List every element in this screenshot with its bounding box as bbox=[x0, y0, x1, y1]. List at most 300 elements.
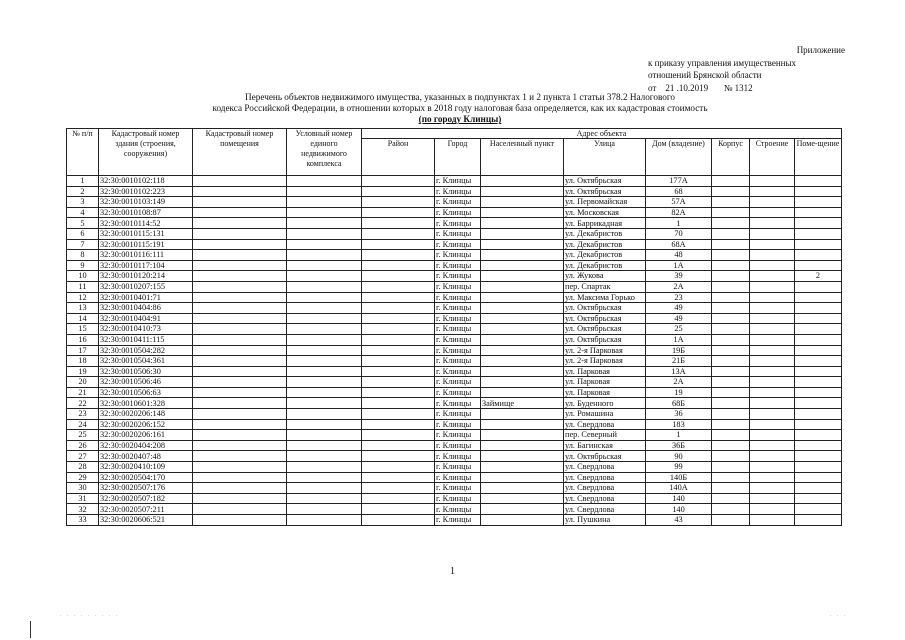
cad-building-cell: 32:30:0010115:131 bbox=[99, 228, 193, 239]
header-street: Улица bbox=[564, 139, 646, 176]
city-cell: г. Клинцы bbox=[435, 345, 481, 356]
cad-room-cell bbox=[193, 271, 287, 282]
row-number: 25 bbox=[67, 430, 99, 441]
building-cell bbox=[750, 281, 795, 292]
korpus-cell bbox=[712, 515, 750, 526]
table-row bbox=[67, 292, 842, 303]
cad-building-cell: 32:30:0010115:191 bbox=[99, 239, 193, 250]
house-cell: 68 bbox=[646, 186, 712, 197]
street-cell: ул. Октябрьская bbox=[564, 334, 646, 345]
korpus-cell bbox=[712, 218, 750, 229]
conditional-cell bbox=[287, 324, 362, 335]
table-row bbox=[67, 409, 842, 420]
room-cell bbox=[795, 334, 842, 345]
cad-room-cell bbox=[193, 197, 287, 208]
korpus-cell bbox=[712, 186, 750, 197]
table-row bbox=[67, 387, 842, 398]
room-cell bbox=[795, 207, 842, 218]
conditional-cell bbox=[287, 440, 362, 451]
room-cell bbox=[795, 515, 842, 526]
city-cell: г. Клинцы bbox=[435, 334, 481, 345]
room-cell bbox=[795, 493, 842, 504]
room-cell bbox=[795, 303, 842, 314]
house-cell: 68А bbox=[646, 239, 712, 250]
settlement-cell bbox=[481, 313, 564, 324]
street-cell: ул. 2-я Парковая bbox=[564, 345, 646, 356]
korpus-cell bbox=[712, 250, 750, 261]
district-cell bbox=[362, 345, 435, 356]
building-cell bbox=[750, 504, 795, 515]
cad-room-cell bbox=[193, 451, 287, 462]
building-cell bbox=[750, 440, 795, 451]
appendix-order-line: к приказу управления имущественных bbox=[648, 57, 797, 68]
house-cell: 1 bbox=[646, 218, 712, 229]
cad-building-cell: 32:30:0010504:282 bbox=[99, 345, 193, 356]
table-row bbox=[67, 176, 842, 187]
city-cell: г. Клинцы bbox=[435, 387, 481, 398]
conditional-cell bbox=[287, 239, 362, 250]
table-row bbox=[67, 515, 842, 526]
cad-building-cell: 32:30:0020206:152 bbox=[99, 419, 193, 430]
room-cell bbox=[795, 462, 842, 473]
conditional-cell bbox=[287, 451, 362, 462]
document-title bbox=[150, 92, 770, 126]
cad-room-cell bbox=[193, 515, 287, 526]
table-row bbox=[67, 483, 842, 494]
street-cell: ул. Октябрьская bbox=[564, 176, 646, 187]
conditional-cell bbox=[287, 377, 362, 388]
street-cell: ул. Парковая bbox=[564, 387, 646, 398]
street-cell: ул. Октябрьская bbox=[564, 186, 646, 197]
house-cell: 1 bbox=[646, 430, 712, 441]
street-cell: ул. Жукова bbox=[564, 271, 646, 282]
district-cell bbox=[362, 303, 435, 314]
cad-room-cell bbox=[193, 207, 287, 218]
cad-room-cell bbox=[193, 409, 287, 420]
cad-building-cell: 32:30:0010108:87 bbox=[99, 207, 193, 218]
conditional-cell bbox=[287, 218, 362, 229]
house-cell: 49 bbox=[646, 303, 712, 314]
house-cell: 13А bbox=[646, 366, 712, 377]
cad-building-cell: 32:30:0020507:176 bbox=[99, 483, 193, 494]
room-cell bbox=[795, 250, 842, 261]
table-row bbox=[67, 313, 842, 324]
appendix-title: Приложение bbox=[796, 45, 845, 55]
table-row bbox=[67, 345, 842, 356]
room-cell bbox=[795, 313, 842, 324]
settlement-cell bbox=[481, 440, 564, 451]
building-cell bbox=[750, 271, 795, 282]
district-cell bbox=[362, 483, 435, 494]
city-cell: г. Клинцы bbox=[435, 313, 481, 324]
building-cell bbox=[750, 377, 795, 388]
street-cell: ул. Буденного bbox=[564, 398, 646, 409]
building-cell bbox=[750, 356, 795, 367]
cad-building-cell: 32:30:0020410:109 bbox=[99, 462, 193, 473]
settlement-cell bbox=[481, 324, 564, 335]
city-cell: г. Клинцы bbox=[435, 176, 481, 187]
row-number: 17 bbox=[67, 345, 99, 356]
building-cell bbox=[750, 409, 795, 420]
table-row bbox=[67, 472, 842, 483]
cad-room-cell bbox=[193, 356, 287, 367]
cad-room-cell bbox=[193, 218, 287, 229]
settlement-cell bbox=[481, 493, 564, 504]
district-cell bbox=[362, 419, 435, 430]
conditional-cell bbox=[287, 366, 362, 377]
settlement-cell bbox=[481, 250, 564, 261]
table-row bbox=[67, 440, 842, 451]
cad-room-cell bbox=[193, 345, 287, 356]
table-row bbox=[67, 207, 842, 218]
cad-room-cell bbox=[193, 313, 287, 324]
settlement-cell bbox=[481, 377, 564, 388]
house-cell: 25 bbox=[646, 324, 712, 335]
title-line-3: (по городу Клинцы) bbox=[418, 114, 502, 125]
row-number: 28 bbox=[67, 462, 99, 473]
row-number: 1 bbox=[67, 176, 99, 187]
district-cell bbox=[362, 493, 435, 504]
district-cell bbox=[362, 356, 435, 367]
district-cell bbox=[362, 271, 435, 282]
city-cell: г. Клинцы bbox=[435, 356, 481, 367]
street-cell: ул. Декабристов bbox=[564, 239, 646, 250]
table-row bbox=[67, 260, 842, 271]
building-cell bbox=[750, 260, 795, 271]
appendix-department-line: отношений Брянской области bbox=[648, 70, 762, 80]
korpus-cell bbox=[712, 313, 750, 324]
cad-room-cell bbox=[193, 377, 287, 388]
conditional-cell bbox=[287, 207, 362, 218]
settlement-cell bbox=[481, 281, 564, 292]
header-settlement: Населенный пункт bbox=[481, 139, 564, 176]
house-cell: 36Б bbox=[646, 440, 712, 451]
table-row bbox=[67, 197, 842, 208]
settlement-cell bbox=[481, 334, 564, 345]
settlement-cell bbox=[481, 419, 564, 430]
house-cell: 21Б bbox=[646, 356, 712, 367]
district-cell bbox=[362, 239, 435, 250]
cad-room-cell bbox=[193, 493, 287, 504]
conditional-cell bbox=[287, 504, 362, 515]
korpus-cell bbox=[712, 430, 750, 441]
settlement-cell bbox=[481, 345, 564, 356]
street-cell: ул. Свердлова bbox=[564, 504, 646, 515]
row-number: 5 bbox=[67, 218, 99, 229]
korpus-cell bbox=[712, 387, 750, 398]
street-cell: ул. Парковая bbox=[564, 377, 646, 388]
cad-building-cell: 32:30:0020404:208 bbox=[99, 440, 193, 451]
street-cell: ул. Октябрьская bbox=[564, 303, 646, 314]
cad-room-cell bbox=[193, 387, 287, 398]
cad-room-cell bbox=[193, 430, 287, 441]
cad-building-cell: 32:30:0010601:328 bbox=[99, 398, 193, 409]
table-body bbox=[67, 176, 842, 526]
building-cell bbox=[750, 398, 795, 409]
house-cell: 177А bbox=[646, 176, 712, 187]
district-cell bbox=[362, 186, 435, 197]
header-korpus: Корпус bbox=[712, 139, 750, 176]
table-row bbox=[67, 366, 842, 377]
korpus-cell bbox=[712, 197, 750, 208]
room-cell bbox=[795, 176, 842, 187]
district-cell bbox=[362, 451, 435, 462]
table-row bbox=[67, 271, 842, 282]
building-cell bbox=[750, 218, 795, 229]
header-num: № п/п bbox=[67, 129, 99, 176]
street-cell: ул. Свердлова bbox=[564, 419, 646, 430]
cad-building-cell: 32:30:0010117:104 bbox=[99, 260, 193, 271]
cad-building-cell: 32:30:0020504:170 bbox=[99, 472, 193, 483]
conditional-cell bbox=[287, 228, 362, 239]
header-district: Район bbox=[362, 139, 435, 176]
settlement-cell bbox=[481, 176, 564, 187]
korpus-cell bbox=[712, 462, 750, 473]
header-city: Город bbox=[435, 139, 481, 176]
cad-room-cell bbox=[193, 281, 287, 292]
city-cell: г. Клинцы bbox=[435, 260, 481, 271]
room-cell bbox=[795, 483, 842, 494]
room-cell bbox=[795, 419, 842, 430]
korpus-cell bbox=[712, 303, 750, 314]
cad-building-cell: 32:30:0010506:63 bbox=[99, 387, 193, 398]
row-number: 3 bbox=[67, 197, 99, 208]
cad-building-cell: 32:30:0010506:46 bbox=[99, 377, 193, 388]
building-cell bbox=[750, 493, 795, 504]
header-address: Адрес объекта bbox=[362, 129, 842, 139]
city-cell: г. Клинцы bbox=[435, 451, 481, 462]
conditional-cell bbox=[287, 186, 362, 197]
row-number: 6 bbox=[67, 228, 99, 239]
header-house: Дом (владение) bbox=[646, 139, 712, 176]
city-cell: г. Клинцы bbox=[435, 186, 481, 197]
table-row bbox=[67, 228, 842, 239]
row-number: 20 bbox=[67, 377, 99, 388]
cad-room-cell bbox=[193, 504, 287, 515]
settlement-cell bbox=[481, 387, 564, 398]
building-cell bbox=[750, 419, 795, 430]
order-number: 1312 bbox=[734, 82, 753, 93]
conditional-cell bbox=[287, 472, 362, 483]
district-cell bbox=[362, 366, 435, 377]
settlement-cell bbox=[481, 366, 564, 377]
conditional-cell bbox=[287, 303, 362, 314]
city-cell: г. Клинцы bbox=[435, 515, 481, 526]
house-cell: 2А bbox=[646, 281, 712, 292]
cad-building-cell: 32:30:0020407:48 bbox=[99, 451, 193, 462]
title-line-1: Перечень объектов недвижимого имущества, указанных в подпунктах 1 и 2 пункта 1 статьи 378.2 Налогового bbox=[245, 92, 675, 102]
cad-room-cell bbox=[193, 176, 287, 187]
building-cell bbox=[750, 462, 795, 473]
city-cell: г. Клинцы bbox=[435, 483, 481, 494]
cad-room-cell bbox=[193, 324, 287, 335]
house-cell: 48 bbox=[646, 250, 712, 261]
table-row bbox=[67, 239, 842, 250]
street-cell: ул. Пушкина bbox=[564, 515, 646, 526]
room-cell bbox=[795, 281, 842, 292]
order-date: 21 .10.2019 bbox=[665, 82, 709, 93]
room-cell bbox=[795, 451, 842, 462]
settlement-cell bbox=[481, 239, 564, 250]
conditional-cell bbox=[287, 493, 362, 504]
city-cell: г. Клинцы bbox=[435, 250, 481, 261]
cad-building-cell: 32:30:0020206:161 bbox=[99, 430, 193, 441]
building-cell bbox=[750, 228, 795, 239]
conditional-cell bbox=[287, 515, 362, 526]
korpus-cell bbox=[712, 176, 750, 187]
settlement-cell bbox=[481, 228, 564, 239]
cad-building-cell: 32:30:0010207:155 bbox=[99, 281, 193, 292]
scan-artifact: . . . . . . . . . bbox=[60, 612, 120, 618]
cad-building-cell: 32:30:0010404:86 bbox=[99, 303, 193, 314]
house-cell: 70 bbox=[646, 228, 712, 239]
city-cell: г. Клинцы bbox=[435, 366, 481, 377]
settlement-cell bbox=[481, 207, 564, 218]
room-cell bbox=[795, 377, 842, 388]
table-row bbox=[67, 356, 842, 367]
house-cell: 19Б bbox=[646, 345, 712, 356]
row-number: 21 bbox=[67, 387, 99, 398]
house-cell: 23 bbox=[646, 292, 712, 303]
district-cell bbox=[362, 207, 435, 218]
cad-room-cell bbox=[193, 186, 287, 197]
korpus-cell bbox=[712, 398, 750, 409]
city-cell: г. Клинцы bbox=[435, 472, 481, 483]
settlement-cell bbox=[481, 292, 564, 303]
conditional-cell bbox=[287, 292, 362, 303]
row-number: 26 bbox=[67, 440, 99, 451]
korpus-cell bbox=[712, 324, 750, 335]
cad-building-cell: 32:30:0010114:52 bbox=[99, 218, 193, 229]
cad-building-cell: 32:30:0010401:71 bbox=[99, 292, 193, 303]
row-number: 12 bbox=[67, 292, 99, 303]
city-cell: г. Клинцы bbox=[435, 324, 481, 335]
page-number: 1 bbox=[450, 566, 455, 577]
street-cell: ул. Баррикадная bbox=[564, 218, 646, 229]
cad-building-cell: 32:30:0020507:211 bbox=[99, 504, 193, 515]
header-conditional: Условный номер единого недвижимого комплекса bbox=[287, 129, 362, 176]
city-cell: г. Клинцы bbox=[435, 504, 481, 515]
settlement-cell bbox=[481, 303, 564, 314]
house-cell: 49 bbox=[646, 313, 712, 324]
row-number: 8 bbox=[67, 250, 99, 261]
conditional-cell bbox=[287, 176, 362, 187]
building-cell bbox=[750, 250, 795, 261]
street-cell: ул. Багинская bbox=[564, 440, 646, 451]
cad-room-cell bbox=[193, 366, 287, 377]
conditional-cell bbox=[287, 483, 362, 494]
house-cell: 183 bbox=[646, 419, 712, 430]
city-cell: г. Клинцы bbox=[435, 228, 481, 239]
number-prefix: № bbox=[723, 82, 733, 93]
conditional-cell bbox=[287, 409, 362, 420]
street-cell: ул. Парковая bbox=[564, 366, 646, 377]
house-cell: 36 bbox=[646, 409, 712, 420]
row-number: 4 bbox=[67, 207, 99, 218]
district-cell bbox=[362, 504, 435, 515]
room-cell bbox=[795, 228, 842, 239]
district-cell bbox=[362, 292, 435, 303]
house-cell: 99 bbox=[646, 462, 712, 473]
conditional-cell bbox=[287, 419, 362, 430]
row-number: 29 bbox=[67, 472, 99, 483]
district-cell bbox=[362, 197, 435, 208]
cad-building-cell: 32:30:0010116:111 bbox=[99, 250, 193, 261]
cad-room-cell bbox=[193, 260, 287, 271]
cad-room-cell bbox=[193, 472, 287, 483]
conditional-cell bbox=[287, 356, 362, 367]
district-cell bbox=[362, 515, 435, 526]
korpus-cell bbox=[712, 356, 750, 367]
row-number: 7 bbox=[67, 239, 99, 250]
room-cell bbox=[795, 345, 842, 356]
building-cell bbox=[750, 303, 795, 314]
conditional-cell bbox=[287, 313, 362, 324]
house-cell: 140А bbox=[646, 483, 712, 494]
conditional-cell bbox=[287, 430, 362, 441]
row-number: 16 bbox=[67, 334, 99, 345]
korpus-cell bbox=[712, 345, 750, 356]
cad-building-cell: 32:30:0020606:521 bbox=[99, 515, 193, 526]
house-cell: 39 bbox=[646, 271, 712, 282]
room-cell bbox=[795, 398, 842, 409]
district-cell bbox=[362, 387, 435, 398]
cad-building-cell: 32:30:0010120:214 bbox=[99, 271, 193, 282]
conditional-cell bbox=[287, 387, 362, 398]
row-number: 15 bbox=[67, 324, 99, 335]
settlement-cell bbox=[481, 504, 564, 515]
district-cell bbox=[362, 440, 435, 451]
building-cell bbox=[750, 176, 795, 187]
settlement-cell bbox=[481, 483, 564, 494]
row-number: 2 bbox=[67, 186, 99, 197]
scan-edge-mark bbox=[30, 621, 31, 638]
conditional-cell bbox=[287, 462, 362, 473]
settlement-cell bbox=[481, 409, 564, 420]
room-cell bbox=[795, 440, 842, 451]
district-cell bbox=[362, 228, 435, 239]
conditional-cell bbox=[287, 250, 362, 261]
house-cell: 68Б bbox=[646, 398, 712, 409]
house-cell: 82А bbox=[646, 207, 712, 218]
house-cell: 140 bbox=[646, 504, 712, 515]
cad-room-cell bbox=[193, 419, 287, 430]
district-cell bbox=[362, 472, 435, 483]
settlement-cell bbox=[481, 451, 564, 462]
conditional-cell bbox=[287, 398, 362, 409]
conditional-cell bbox=[287, 345, 362, 356]
room-cell bbox=[795, 366, 842, 377]
header-room: Поме-щение bbox=[795, 139, 842, 176]
city-cell: г. Клинцы bbox=[435, 197, 481, 208]
header-cad-room: Кадастровый номер помещения bbox=[193, 129, 287, 176]
house-cell: 57А bbox=[646, 197, 712, 208]
street-cell: ул. Декабристов bbox=[564, 260, 646, 271]
room-cell bbox=[795, 186, 842, 197]
korpus-cell bbox=[712, 271, 750, 282]
building-cell bbox=[750, 292, 795, 303]
table-row bbox=[67, 493, 842, 504]
settlement-cell bbox=[481, 197, 564, 208]
city-cell: г. Клинцы bbox=[435, 218, 481, 229]
settlement-cell bbox=[481, 462, 564, 473]
city-cell: г. Клинцы bbox=[435, 409, 481, 420]
city-cell: г. Клинцы bbox=[435, 440, 481, 451]
house-cell: 90 bbox=[646, 451, 712, 462]
building-cell bbox=[750, 186, 795, 197]
row-number: 9 bbox=[67, 260, 99, 271]
city-cell: г. Клинцы bbox=[435, 419, 481, 430]
